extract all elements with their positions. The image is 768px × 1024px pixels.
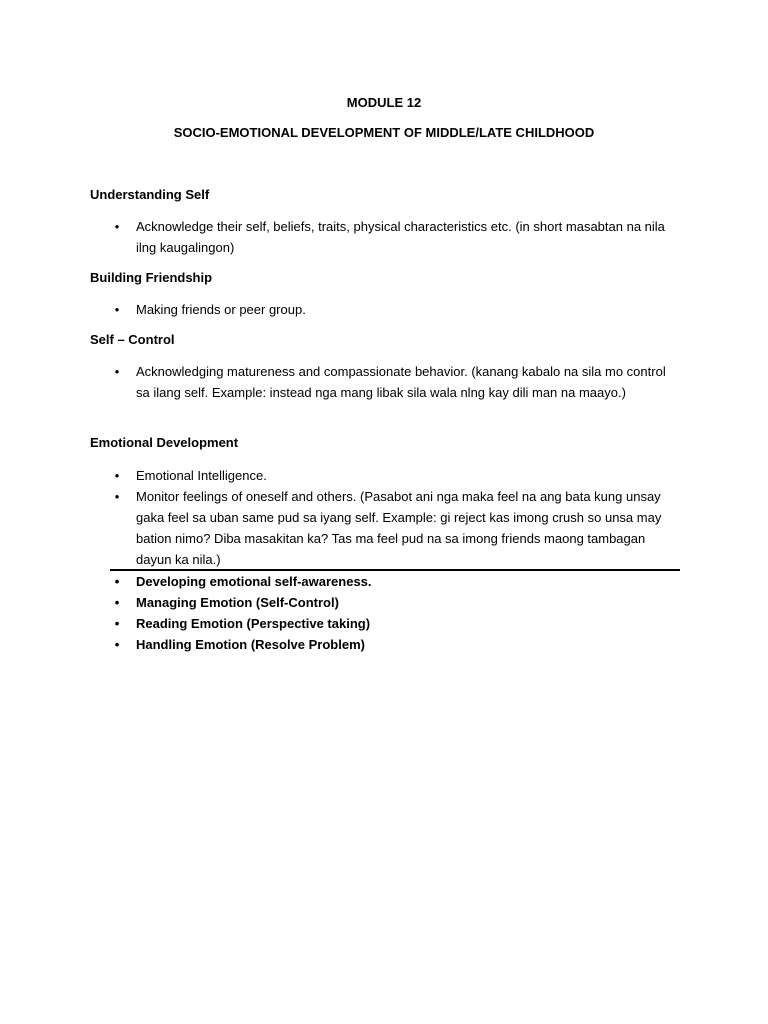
document-subtitle: SOCIO-EMOTIONAL DEVELOPMENT OF MIDDLE/LATE CHILDHOOD <box>173 125 595 140</box>
section-heading-building-friendship: Building Friendship <box>90 270 213 285</box>
bullet-icon: • <box>114 595 120 610</box>
list-item <box>112 634 682 655</box>
bullet-icon: • <box>114 302 120 317</box>
bullet-list-building-friendship <box>112 299 682 320</box>
list-item <box>112 613 682 634</box>
list-item-text: Acknowledge their self, beliefs, traits, physical characteristics etc. (in short masabtan na nila ilng kaugalingon) <box>136 219 665 255</box>
bullet-list-emotional-development <box>112 465 682 570</box>
bullet-icon: • <box>114 489 120 504</box>
list-item <box>112 361 682 403</box>
bullet-icon: • <box>114 364 120 379</box>
list-item-text: Managing Emotion (Self-Control) <box>136 595 339 610</box>
list-item <box>112 571 682 592</box>
bullet-list-self-control <box>112 361 682 403</box>
section-heading-emotional-development: Emotional Development <box>90 435 239 450</box>
section-heading-self-control: Self – Control <box>90 332 175 347</box>
list-item-text: Reading Emotion (Perspective taking) <box>136 616 371 631</box>
bullet-icon: • <box>114 616 120 631</box>
list-item <box>112 299 682 320</box>
bullet-icon: • <box>114 468 120 483</box>
list-item <box>112 486 682 570</box>
bullet-icon: • <box>114 637 120 652</box>
bullet-list-understanding-self <box>112 216 682 258</box>
list-item <box>112 592 682 613</box>
bullet-icon: • <box>114 219 120 234</box>
list-item-text: Making friends or peer group. <box>136 302 306 317</box>
bullet-list-emotional-skills <box>112 571 682 655</box>
list-item-text: Monitor feelings of oneself and others. (Pasabot ani nga maka feel na ang bata kung unsay gaka feel sa uban same pud sa iyang self. Example: gi reject kas imong crush so unsa may bation nimo? Diba masakitan ka? Tas ma feel pud na sa imong friends maong tambagan dayun ka nila.) <box>136 489 662 567</box>
list-item <box>112 465 682 486</box>
list-item-text: Acknowledging matureness and compassionate behavior. (kanang kabalo na sila mo control sa ilang self. Example: instead nga mang libak sila wala nlng kay dili man na maayo.) <box>136 364 666 400</box>
list-item-text: Developing emotional self-awareness. <box>136 574 372 589</box>
list-item-text: Handling Emotion (Resolve Problem) <box>136 637 365 652</box>
module-title: MODULE 12 <box>346 95 422 110</box>
list-item-text: Emotional Intelligence. <box>136 468 267 483</box>
bullet-icon: • <box>114 574 120 589</box>
list-item <box>112 216 682 258</box>
section-heading-understanding-self: Understanding Self <box>90 187 210 202</box>
